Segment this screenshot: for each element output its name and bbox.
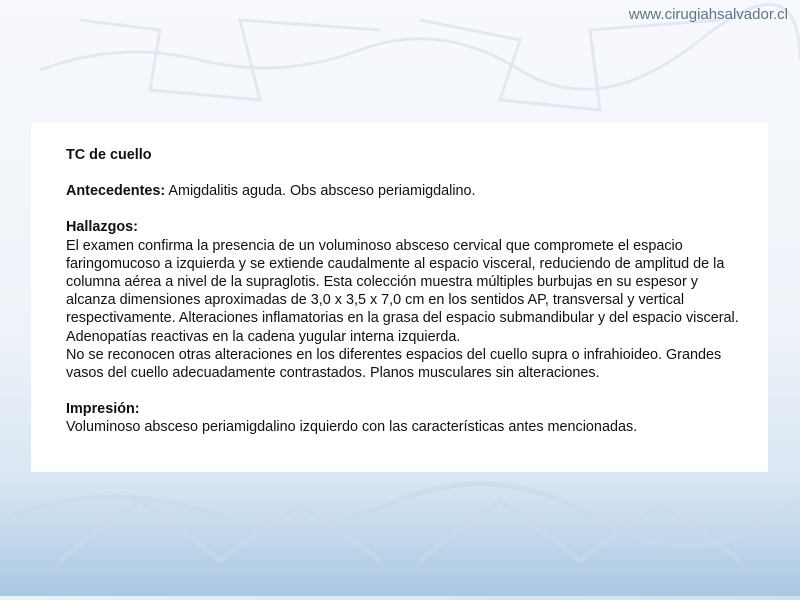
hallazgos-paragraph-2: No se reconocen otras alteraciones en los diferentes espacios del cuello supra o infrahioideo. Grandes vasos del cuello adecuadamente contrastados. Planos musculares sin alteraciones. [66, 346, 722, 382]
antecedentes-label: Antecedentes: [66, 183, 166, 200]
impresion-text: Voluminoso absceso periamigdalino izquierdo con las características antes mencionadas. [66, 419, 638, 436]
antecedentes-paragraph [66, 182, 746, 200]
hallazgos-paragraph-1: El examen confirma la presencia de un voluminoso absceso cervical que compromete el espacio faringomucoso a izquierda y se extiende caudalmente al espacio visceral, reduciendo de amplitud de la columna aérea a nivel de la supraglotis. Esta colección muestra múltiples burbujas en su espesor y alcanza dimensiones aproximadas de 3,0 x 3,5 x 7,0 cm en los sentidos AP, transversal y vertical respectivamente. Alteraciones inflamatorias en la grasa del espacio submandibular y del espacio visceral. Adenopatías reactivas en la cadena yugular interna izquierda. [66, 237, 739, 345]
bottom-divider [0, 596, 800, 600]
report-title: TC de cuello [66, 147, 152, 163]
report-card [31, 123, 768, 472]
site-url: www.cirugiahsalvador.cl [628, 6, 788, 23]
hallazgos-label: Hallazgos: [66, 219, 138, 236]
antecedentes-text: Amigdalitis aguda. Obs absceso periamigdalino. [165, 183, 476, 200]
report-content [66, 146, 746, 437]
impresion-label: Impresión: [66, 401, 140, 418]
